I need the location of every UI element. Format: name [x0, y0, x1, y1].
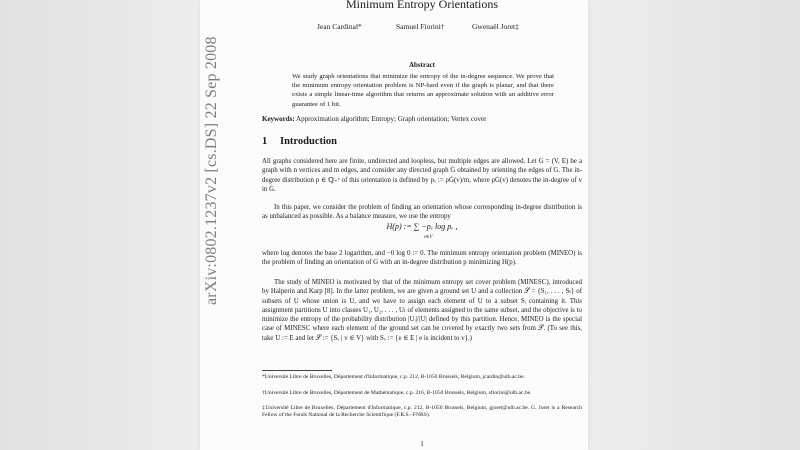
section-title: Introduction — [280, 136, 337, 147]
paragraph-2: In this paper, we consider the problem of finding an orientation whose corresponding in-degree distribution is as unbalanced as possible. As a balance measure, we use the entropy — [262, 204, 582, 221]
paragraph-1: All graphs considered here are finite, undirected and loopless, but multiple edges are allowed. Let G = (V, E) be a graph with n vertices and m edges, and consider any directed graph Ġ obtained by orienting the edges of G. The in-degree distribution p ∈ ℚ₊ᵛ of this orientation is defined by pᵥ := ρĠ(v)/m, where ρĠ(v) denotes the in-degree of v in Ġ. — [262, 158, 582, 193]
keywords-label: Keywords: — [262, 115, 295, 123]
equation-subscript: v∈V — [423, 235, 433, 240]
left-background — [0, 0, 200, 450]
section-number: 1 — [262, 136, 268, 147]
paper-title: Minimum Entropy Orientations — [346, 0, 498, 11]
arxiv-identifier: arXiv:0802.1237v2 [cs.DS] 22 Sep 2008 — [203, 36, 220, 305]
abstract-heading: Abstract — [408, 61, 436, 69]
footnote-3: ‡Université Libre de Bruxelles, Département d'Informatique, c.p. 212, B-1050 Brussels, Belgium, gjoret@ulb.ac.be. G. Joret is a Research Fellow of the Fonds National de la Recherche Scientifique (F.R.S.–FNRS). — [262, 405, 582, 419]
right-background — [588, 0, 800, 450]
keywords-line — [262, 115, 582, 123]
page-number: 1 — [420, 440, 424, 448]
entropy-equation: H(p) := ∑ −pᵥ log pᵥ , — [386, 222, 458, 231]
paragraph-3: where log denotes the base 2 logarithm, and −0 log 0 := 0. The minimum entropy orientation problem (MINEO) is the problem of finding an orientation of G with an in-degree distribution p minimizing H(p). — [262, 250, 582, 267]
footnote-2: †Université Libre de Bruxelles, Département de Mathématique, c.p. 216, B-1050 Brussels, Belgium, sfiorini@ulb.ac.be. — [262, 390, 532, 396]
author-fiorini: Samuel Fiorini† — [396, 22, 445, 31]
footnote-rule — [262, 370, 332, 371]
abstract-text: We study graph orientations that minimize the entropy of the in-degree sequence. We prove that the minimum entropy orientation problem is NP-hard even if the graph is planar, and that there exists a simple linear-time algorithm that returns an approximate solution with an additive error guarantee of 1 bit. — [292, 73, 554, 108]
paper-page — [200, 0, 588, 450]
footnote-1: *Université Libre de Bruxelles, Département d'Informatique, c.p. 212, B-1050 Brussels, Belgium, jcardin@ulb.ac.be. — [262, 374, 525, 380]
section-heading — [262, 136, 337, 147]
keywords-text: Approximation algorithm; Entropy; Graph orientation; Vertex cover — [296, 115, 487, 123]
author-cardinal: Jean Cardinal* — [317, 22, 362, 31]
author-joret: Gwenaël Joret‡ — [472, 22, 519, 31]
paragraph-4: The study of MINEO is motivated by that of the minimum entropy set cover problem (MINESC), introduced by Halperin and Karp [8]. In the latter problem, we are given a ground set U and a collection 𝒮 = {S₁, . . . , Sₗ} of subsets of U whose union is U, and we have to assign each element of U to a subset Sᵢ containing it. This assignment partitions U into classes U₁, U₂, . . . , Uₗ of elements assigned to the same subset, and the objective is to minimize the entropy of the probability distribution |Uᵢ|/|U| defined by this partition. Hence, MINEO is the special case of MINESC where each element of the ground set can be covered by exactly two sets from 𝒮. (To see this, take U := E and let 𝒮 := {Sᵥ | v ∈ V} with Sᵥ := {e ∈ E | e is incident to v}.) — [262, 279, 582, 342]
